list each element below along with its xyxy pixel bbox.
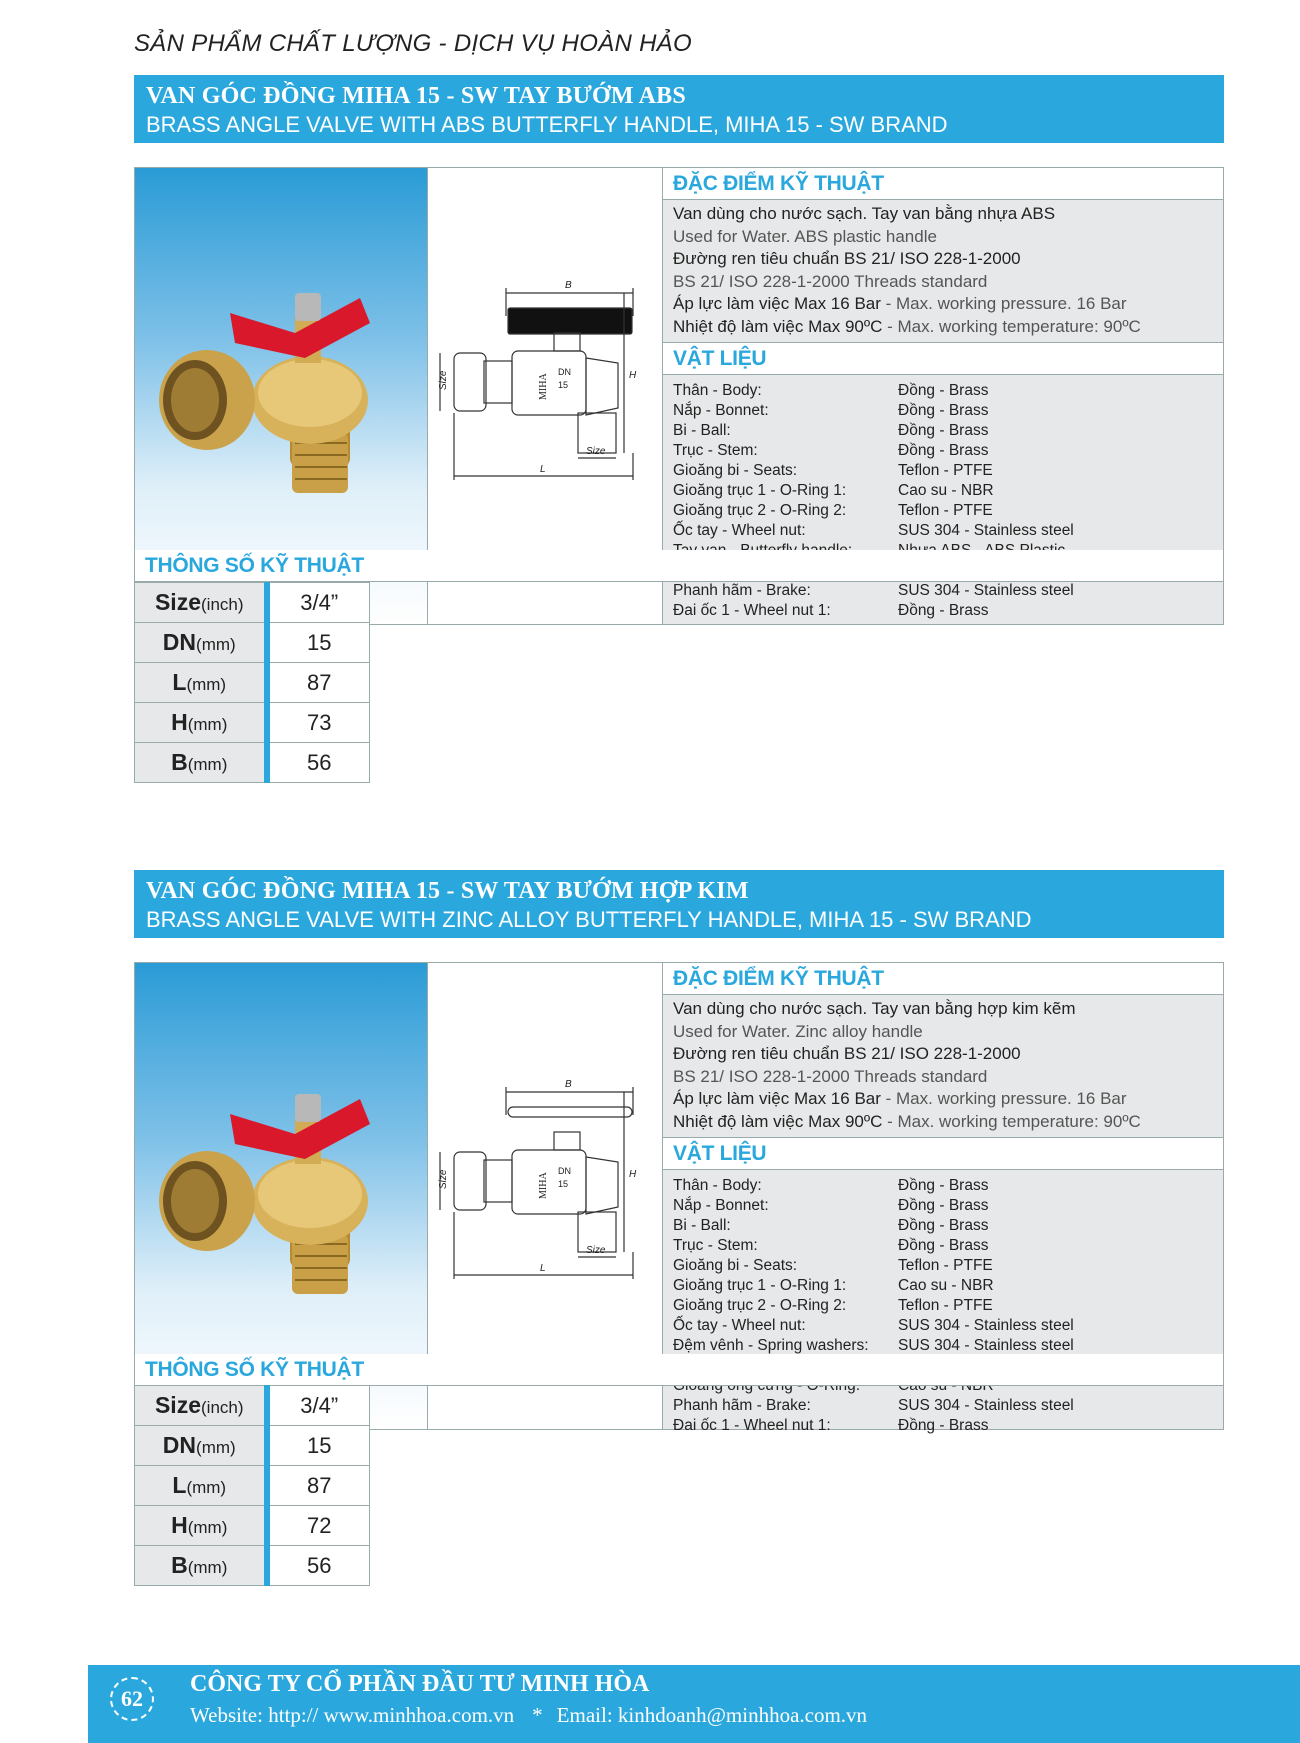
material-part: Gioăng trục 2 - O-Ring 2: (673, 502, 847, 519)
param-row (135, 703, 370, 743)
material-part: Đai ốc 1 - Wheel nut 1: (673, 1417, 831, 1434)
params-table (134, 1385, 370, 1586)
material-part: Gioăng trục 2 - O-Ring 2: (673, 1297, 847, 1314)
param-label: L(mm) (135, 663, 267, 703)
param-row (135, 1546, 370, 1586)
param-row (135, 743, 370, 783)
material-row (673, 1256, 1213, 1276)
param-value: 56 (267, 1546, 370, 1586)
material-part: Gioăng bi - Seats: (673, 1257, 798, 1274)
param-label: Size(inch) (135, 583, 267, 623)
params-table (134, 582, 370, 783)
separator: * (532, 1703, 543, 1727)
feature-pressure: Áp lực làm việc Max 16 Bar - Max. working pressure. 16 Bar (673, 1089, 1127, 1108)
features-block (663, 200, 1223, 343)
params-title: THÔNG SỐ KỸ THUẬT (134, 550, 1224, 582)
product-title-en: BRASS ANGLE VALVE WITH ABS BUTTERFLY HANDLE, MIHA 15 - SW BRAND (146, 112, 948, 137)
material-part: Gioăng trục 1 - O-Ring 1: (673, 482, 847, 499)
label-l: L (540, 464, 546, 475)
params-title: THÔNG SỐ KỸ THUẬT (134, 1354, 1224, 1386)
material-row (673, 1336, 1213, 1356)
footer (88, 1665, 1300, 1743)
material-part: Phanh hãm - Brake: (673, 1397, 811, 1414)
union-nut-outline (454, 1152, 486, 1210)
param-label: DN(mm) (135, 1426, 267, 1466)
param-row (135, 1506, 370, 1546)
feature-thread-vi: Đường ren tiêu chuẩn BS 21/ ISO 228-1-2000 (673, 249, 1021, 268)
param-value: 72 (267, 1506, 370, 1546)
page-number-badge: 62 (110, 1677, 154, 1721)
material-value: SUS 304 - Stainless steel (898, 1337, 1074, 1354)
material-part: Gioăng trục 1 - O-Ring 1: (673, 1277, 847, 1294)
union-nut-outline (454, 353, 486, 411)
param-row (135, 623, 370, 663)
label-b: B (565, 1079, 572, 1090)
material-row (673, 501, 1213, 521)
feature-temperature: Nhiệt độ làm việc Max 90ºC - Max. working temperature: 90ºC (673, 316, 1141, 336)
label-dn-value: 15 (558, 380, 569, 390)
material-value: Đồng - Brass (898, 1217, 989, 1234)
wheel-nut (295, 1094, 321, 1122)
material-row (673, 441, 1213, 461)
material-part: Đai ốc 1 - Wheel nut 1: (673, 602, 831, 619)
material-row (673, 581, 1213, 601)
material-part: Trục - Stem: (673, 442, 758, 459)
material-row (673, 381, 1213, 401)
material-value: SUS 304 - Stainless steel (898, 1317, 1074, 1334)
website-link[interactable]: Website: http:// www.minhhoa.com.vn (190, 1703, 515, 1727)
param-label: B(mm) (135, 1546, 267, 1586)
label-size-side: Size (438, 370, 449, 390)
label-size-bottom: Size (586, 446, 606, 457)
handle-outline (508, 308, 632, 334)
feature-use-en: Used for Water. Zinc alloy handle (673, 1021, 923, 1041)
material-part: Thân - Body: (673, 382, 762, 399)
param-row (135, 1386, 370, 1426)
param-value: 73 (267, 703, 370, 743)
spec-title: ĐẶC ĐIỂM KỸ THUẬT (663, 963, 1223, 995)
body-outline (512, 351, 586, 415)
material-row (673, 461, 1213, 481)
material-value: Cao su - NBR (898, 482, 994, 499)
material-value: SUS 304 - Stainless steel (898, 582, 1074, 599)
material-value: Đồng - Brass (898, 422, 989, 439)
material-title: VẬT LIỆU (663, 1138, 1223, 1170)
material-row (673, 1236, 1213, 1256)
label-brand: MIHA (538, 373, 549, 400)
material-value: Teflon - PTFE (898, 1297, 993, 1314)
contact-line (190, 1703, 867, 1728)
feature-temperature: Nhiệt độ làm việc Max 90ºC - Max. working temperature: 90ºC (673, 1111, 1141, 1131)
spec-title: ĐẶC ĐIỂM KỸ THUẬT (663, 168, 1223, 200)
material-value: Đồng - Brass (898, 1417, 989, 1434)
materials-list (663, 1170, 1223, 1436)
material-part: Bi - Ball: (673, 422, 731, 439)
feature-thread-vi: Đường ren tiêu chuẩn BS 21/ ISO 228-1-2000 (673, 1044, 1021, 1063)
material-part: Ốc tay - Wheel nut: (673, 522, 806, 539)
material-title: VẬT LIỆU (663, 343, 1223, 375)
material-part: Đệm vênh - Spring washers: (673, 1337, 869, 1354)
product-title-en: BRASS ANGLE VALVE WITH ZINC ALLOY BUTTERFLY HANDLE, MIHA 15 - SW BRAND (146, 907, 1032, 932)
param-row (135, 663, 370, 703)
param-label: L(mm) (135, 1466, 267, 1506)
material-value: Đồng - Brass (898, 442, 989, 459)
material-row (673, 1176, 1213, 1196)
handle-outline (508, 1107, 632, 1117)
param-row (135, 1426, 370, 1466)
material-row (673, 1396, 1213, 1416)
material-row (673, 1316, 1213, 1336)
param-value: 87 (267, 1466, 370, 1506)
label-l: L (540, 1263, 546, 1274)
material-part: Nắp - Bonnet: (673, 402, 769, 419)
material-value: Teflon - PTFE (898, 502, 993, 519)
label-size-side: Size (438, 1169, 449, 1189)
product-title-vi: VAN GÓC ĐỒNG MIHA 15 - SW TAY BƯỚM HỢP KIM (146, 878, 749, 904)
feature-use-en: Used for Water. ABS plastic handle (673, 226, 937, 246)
material-value: Teflon - PTFE (898, 462, 993, 479)
material-row (673, 1216, 1213, 1236)
product-banner (134, 870, 1224, 938)
param-value: 3/4” (267, 583, 370, 623)
email-link[interactable]: Email: kinhdoanh@minhhoa.com.vn (556, 1703, 868, 1727)
label-h: H (629, 1169, 637, 1180)
param-row (135, 1466, 370, 1506)
materials-list (663, 375, 1223, 621)
param-label: B(mm) (135, 743, 267, 783)
material-value: Teflon - PTFE (898, 1257, 993, 1274)
material-row (673, 601, 1213, 621)
material-row (673, 421, 1213, 441)
feature-pressure: Áp lực làm việc Max 16 Bar - Max. working pressure. 16 Bar (673, 294, 1127, 313)
param-value: 15 (267, 623, 370, 663)
feature-thread-en: BS 21/ ISO 228-1-2000 Threads standard (673, 1066, 988, 1086)
material-value: SUS 304 - Stainless steel (898, 522, 1074, 539)
product-title-vi: VAN GÓC ĐỒNG MIHA 15 - SW TAY BƯỚM ABS (146, 83, 686, 109)
material-part: Ốc tay - Wheel nut: (673, 1317, 806, 1334)
material-value: Đồng - Brass (898, 382, 989, 399)
param-row (135, 583, 370, 623)
material-row (673, 1196, 1213, 1216)
material-value: SUS 304 - Stainless steel (898, 1397, 1074, 1414)
page-tagline: SẢN PHẨM CHẤT LƯỢNG - DỊCH VỤ HOÀN HẢO (134, 30, 692, 57)
feature-thread-en: BS 21/ ISO 228-1-2000 Threads standard (673, 271, 988, 291)
material-part: Trục - Stem: (673, 1237, 758, 1254)
material-value: Đồng - Brass (898, 402, 989, 419)
material-part: Phanh hãm - Brake: (673, 582, 811, 599)
label-dn-value: 15 (558, 1179, 569, 1189)
material-row (673, 1276, 1213, 1296)
label-dn: DN (558, 367, 571, 377)
material-part: Thân - Body: (673, 1177, 762, 1194)
wheel-nut (295, 293, 321, 321)
material-row (673, 1296, 1213, 1316)
feature-use-vi: Van dùng cho nước sạch. Tay van bằng hợp kim kẽm (673, 999, 1076, 1018)
material-value: Đồng - Brass (898, 1197, 989, 1214)
param-value: 87 (267, 663, 370, 703)
features-block (663, 995, 1223, 1138)
material-part: Bi - Ball: (673, 1217, 731, 1234)
body-outline (512, 1150, 586, 1214)
company-name: CÔNG TY CỔ PHẦN ĐẦU TƯ MINH HÒA (190, 1671, 650, 1697)
material-value: Cao su - NBR (898, 1277, 994, 1294)
param-label: H(mm) (135, 1506, 267, 1546)
label-brand: MIHA (538, 1172, 549, 1199)
material-value: Đồng - Brass (898, 1237, 989, 1254)
param-value: 3/4” (267, 1386, 370, 1426)
label-b: B (565, 280, 572, 291)
material-row (673, 521, 1213, 541)
param-value: 15 (267, 1426, 370, 1466)
param-value: 56 (267, 743, 370, 783)
material-row (673, 401, 1213, 421)
label-size-bottom: Size (586, 1245, 606, 1256)
material-row (673, 1416, 1213, 1436)
material-part: Nắp - Bonnet: (673, 1197, 769, 1214)
param-label: H(mm) (135, 703, 267, 743)
param-label: DN(mm) (135, 623, 267, 663)
param-label: Size(inch) (135, 1386, 267, 1426)
product-banner (134, 75, 1224, 143)
label-h: H (629, 370, 637, 381)
material-row (673, 481, 1213, 501)
material-part: Gioăng bi - Seats: (673, 462, 798, 479)
material-value: Đồng - Brass (898, 602, 989, 619)
feature-use-vi: Van dùng cho nước sạch. Tay van bằng nhựa ABS (673, 204, 1056, 223)
material-value: Đồng - Brass (898, 1177, 989, 1194)
label-dn: DN (558, 1166, 571, 1176)
